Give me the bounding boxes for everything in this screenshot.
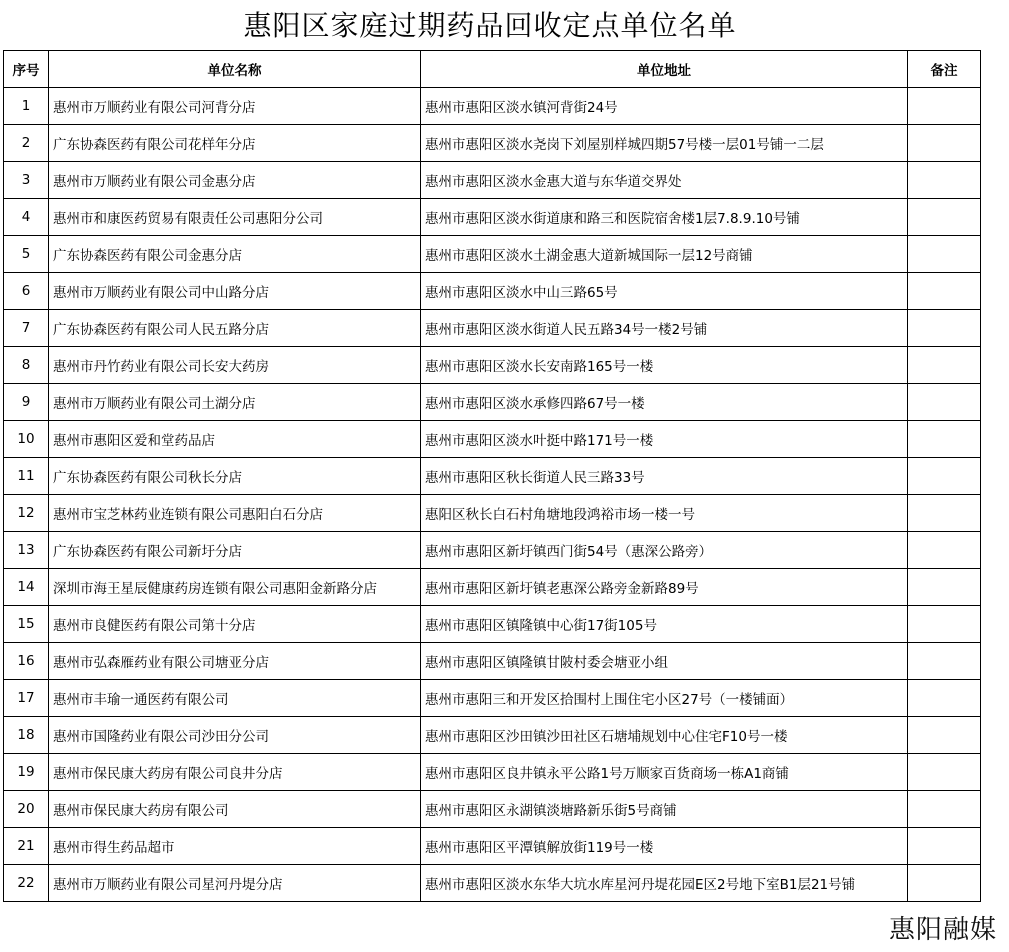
unit-address: 惠州市惠阳区淡水叶挺中路171号一楼 <box>421 421 908 458</box>
unit-address: 惠州市惠阳区镇隆镇甘陂村委会塘亚小组 <box>421 643 908 680</box>
remarks <box>908 569 981 606</box>
header-remarks: 备注 <box>908 51 981 88</box>
table-row <box>4 162 981 199</box>
row-index: 21 <box>4 828 49 865</box>
unit-address: 惠州市惠阳区淡水中山三路65号 <box>421 273 908 310</box>
table-header-row <box>4 51 981 88</box>
unit-address: 惠州市惠阳区秋长街道人民三路33号 <box>421 458 908 495</box>
unit-name: 惠州市保民康大药房有限公司良井分店 <box>49 754 421 791</box>
row-index: 3 <box>4 162 49 199</box>
unit-address: 惠州市惠阳区平潭镇解放街119号一楼 <box>421 828 908 865</box>
row-index: 7 <box>4 310 49 347</box>
table-row <box>4 643 981 680</box>
unit-name: 深圳市海王星辰健康药房连锁有限公司惠阳金新路分店 <box>49 569 421 606</box>
row-index: 13 <box>4 532 49 569</box>
unit-name: 惠州市丹竹药业有限公司长安大药房 <box>49 347 421 384</box>
table-row <box>4 532 981 569</box>
row-index: 14 <box>4 569 49 606</box>
header-unit-name: 单位名称 <box>49 51 421 88</box>
table-row <box>4 347 981 384</box>
unit-address: 惠州市惠阳区淡水东华大坑水库星河丹堤花园E区2号地下室B1层21号铺 <box>421 865 908 902</box>
unit-name: 广东协森医药有限公司花样年分店 <box>49 125 421 162</box>
remarks <box>908 236 981 273</box>
remarks <box>908 347 981 384</box>
table-row <box>4 458 981 495</box>
header-unit-address: 单位地址 <box>421 51 908 88</box>
unit-name: 惠州市得生药品超市 <box>49 828 421 865</box>
unit-address: 惠州市惠阳区淡水街道康和路三和医院宿舍楼1层7.8.9.10号铺 <box>421 199 908 236</box>
table-row <box>4 273 981 310</box>
unit-name: 惠州市良健医药有限公司第十分店 <box>49 606 421 643</box>
row-index: 15 <box>4 606 49 643</box>
unit-address: 惠州市惠阳区淡水土湖金惠大道新城国际一层12号商铺 <box>421 236 908 273</box>
remarks <box>908 680 981 717</box>
unit-address: 惠州市惠阳区淡水金惠大道与东华道交界处 <box>421 162 908 199</box>
unit-address: 惠州市惠阳区镇隆镇中心街17街105号 <box>421 606 908 643</box>
remarks <box>908 865 981 902</box>
remarks <box>908 162 981 199</box>
remarks <box>908 754 981 791</box>
remarks <box>908 199 981 236</box>
watermark-logo: 惠阳融媒 <box>888 915 997 945</box>
remarks <box>908 421 981 458</box>
row-index: 16 <box>4 643 49 680</box>
table-row <box>4 199 981 236</box>
unit-name: 惠州市保民康大药房有限公司 <box>49 791 421 828</box>
table-row <box>4 495 981 532</box>
row-index: 9 <box>4 384 49 421</box>
remarks <box>908 495 981 532</box>
unit-address: 惠州市惠阳区新圩镇西门街54号（惠深公路旁） <box>421 532 908 569</box>
table-row <box>4 791 981 828</box>
table-row <box>4 88 981 125</box>
remarks <box>908 606 981 643</box>
row-index: 20 <box>4 791 49 828</box>
unit-name: 惠州市万顺药业有限公司金惠分店 <box>49 162 421 199</box>
unit-address: 惠州市惠阳区淡水街道人民五路34号一楼2号铺 <box>421 310 908 347</box>
remarks <box>908 532 981 569</box>
table-row <box>4 125 981 162</box>
unit-name: 广东协森医药有限公司新圩分店 <box>49 532 421 569</box>
unit-name: 惠州市万顺药业有限公司中山路分店 <box>49 273 421 310</box>
row-index: 10 <box>4 421 49 458</box>
row-index: 5 <box>4 236 49 273</box>
row-index: 8 <box>4 347 49 384</box>
table-row <box>4 717 981 754</box>
remarks <box>908 828 981 865</box>
unit-address: 惠阳区秋长白石村角塘地段鸿裕市场一楼一号 <box>421 495 908 532</box>
page-title: 惠阳区家庭过期药品回收定点单位名单 <box>243 9 737 42</box>
row-index: 17 <box>4 680 49 717</box>
unit-name: 惠州市万顺药业有限公司河背分店 <box>49 88 421 125</box>
row-index: 19 <box>4 754 49 791</box>
remarks <box>908 791 981 828</box>
remarks <box>908 717 981 754</box>
table-row <box>4 421 981 458</box>
table-row <box>4 865 981 902</box>
unit-address: 惠州市惠阳区良井镇永平公路1号万顺家百货商场一栋A1商铺 <box>421 754 908 791</box>
unit-name: 惠州市万顺药业有限公司星河丹堤分店 <box>49 865 421 902</box>
unit-address: 惠州市惠阳区沙田镇沙田社区石塘埔规划中心住宅F10号一楼 <box>421 717 908 754</box>
table-row <box>4 384 981 421</box>
unit-name: 惠州市国隆药业有限公司沙田分公司 <box>49 717 421 754</box>
unit-name: 惠州市弘森雁药业有限公司塘亚分店 <box>49 643 421 680</box>
unit-name: 惠州市万顺药业有限公司土湖分店 <box>49 384 421 421</box>
table-body <box>4 88 981 902</box>
remarks <box>908 458 981 495</box>
unit-name: 惠州市宝芝林药业连锁有限公司惠阳白石分店 <box>49 495 421 532</box>
remarks <box>908 384 981 421</box>
unit-name: 广东协森医药有限公司秋长分店 <box>49 458 421 495</box>
row-index: 4 <box>4 199 49 236</box>
row-index: 18 <box>4 717 49 754</box>
remarks <box>908 643 981 680</box>
unit-address: 惠州市惠阳区永湖镇淡塘路新乐街5号商铺 <box>421 791 908 828</box>
unit-address: 惠州市惠阳区新圩镇老惠深公路旁金新路89号 <box>421 569 908 606</box>
row-index: 12 <box>4 495 49 532</box>
remarks <box>908 310 981 347</box>
table-row <box>4 236 981 273</box>
unit-address: 惠州市惠阳区淡水尧岗下刘屋别样城四期57号楼一层01号铺一二层 <box>421 125 908 162</box>
row-index: 6 <box>4 273 49 310</box>
unit-name: 广东协森医药有限公司金惠分店 <box>49 236 421 273</box>
table-row <box>4 828 981 865</box>
unit-name: 惠州市惠阳区爱和堂药品店 <box>49 421 421 458</box>
row-index: 2 <box>4 125 49 162</box>
unit-address: 惠州市惠阳三和开发区拾围村上围住宅小区27号（一楼铺面） <box>421 680 908 717</box>
table-row <box>4 606 981 643</box>
unit-name: 广东协森医药有限公司人民五路分店 <box>49 310 421 347</box>
table-row <box>4 754 981 791</box>
pharmacy-table <box>3 50 981 902</box>
header-index: 序号 <box>4 51 49 88</box>
unit-address: 惠州市惠阳区淡水镇河背街24号 <box>421 88 908 125</box>
row-index: 11 <box>4 458 49 495</box>
remarks <box>908 88 981 125</box>
unit-address: 惠州市惠阳区淡水承修四路67号一楼 <box>421 384 908 421</box>
remarks <box>908 273 981 310</box>
row-index: 1 <box>4 88 49 125</box>
unit-address: 惠州市惠阳区淡水长安南路165号一楼 <box>421 347 908 384</box>
unit-name: 惠州市和康医药贸易有限责任公司惠阳分公司 <box>49 199 421 236</box>
row-index: 22 <box>4 865 49 902</box>
table-row <box>4 680 981 717</box>
remarks <box>908 125 981 162</box>
unit-name: 惠州市丰瑜一通医药有限公司 <box>49 680 421 717</box>
table-row <box>4 569 981 606</box>
table-row <box>4 310 981 347</box>
